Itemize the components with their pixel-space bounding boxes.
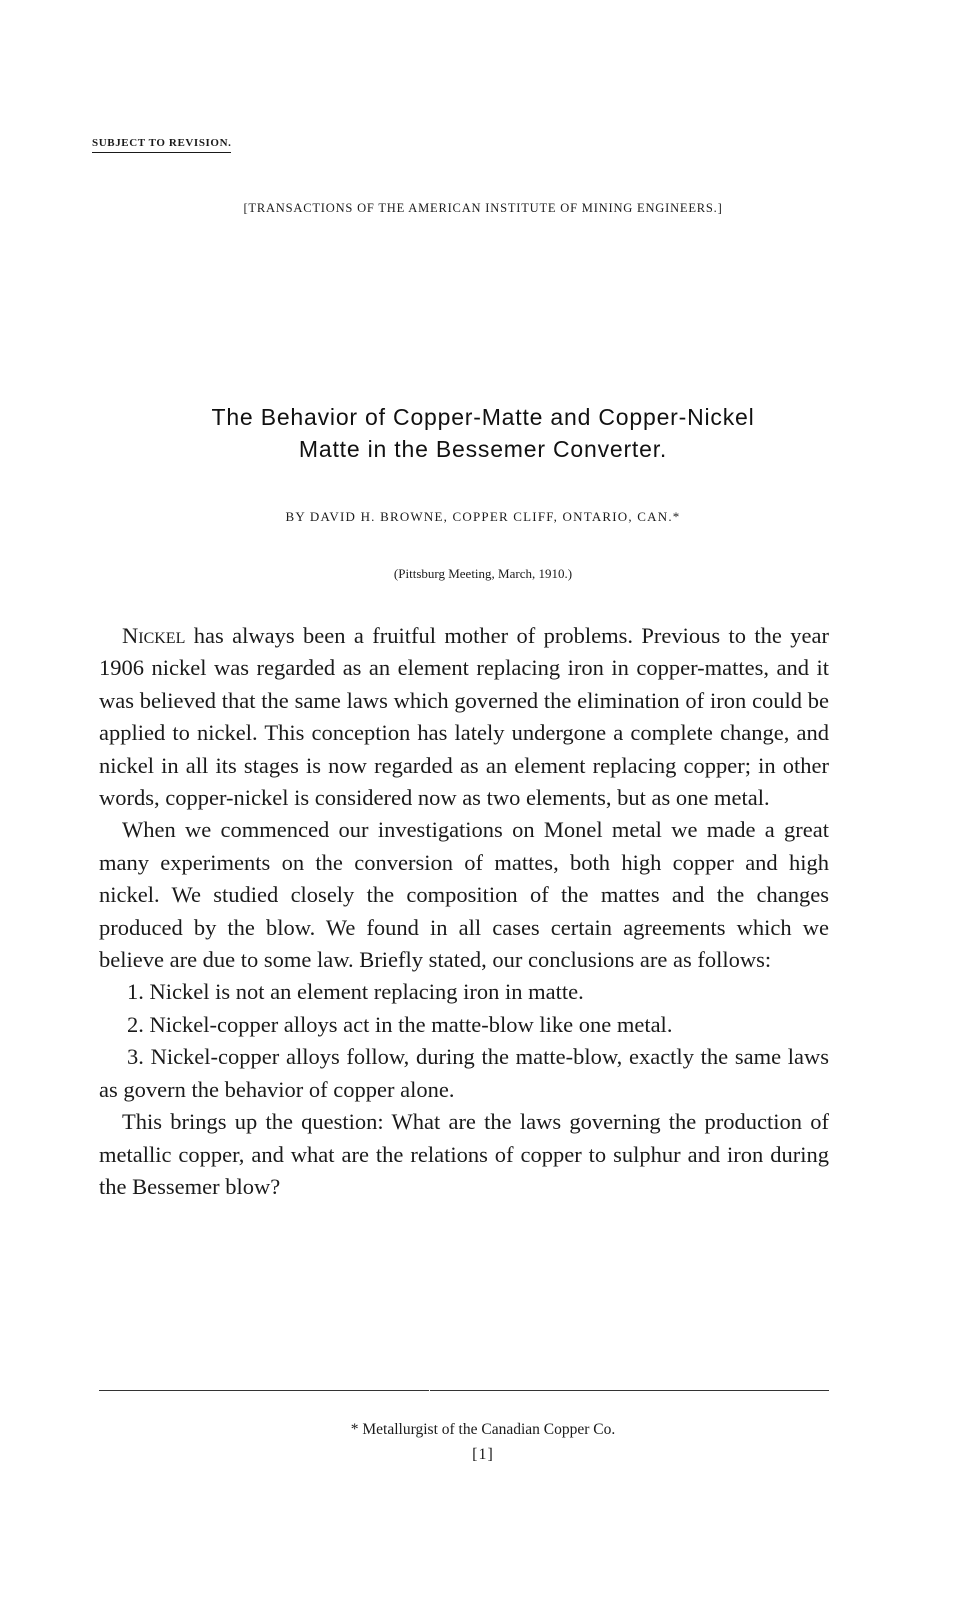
footnote-rule-left — [99, 1390, 429, 1391]
subject-to-revision-notice: SUBJECT TO REVISION. — [92, 137, 231, 153]
paragraph-3: This brings up the question: What are the laws governing the production of metallic copper, and what are the relations of copper to sulphur and iron during the Bessemer blow? — [99, 1109, 829, 1199]
conclusion-item-3: 3. Nickel-copper alloys follow, during the matte-blow, exactly the same laws as govern the behavior of copper alone. — [99, 1044, 829, 1102]
paper-title — [100, 401, 866, 465]
conclusion-item-2: 2. Nickel-copper alloys act in the matte-blow like one metal. — [127, 1011, 673, 1037]
paragraph-2: When we commenced our investigations on Monel metal we made a great many experiments on the conversion of mattes, both high copper and high nickel. We studied closely the composition of the mattes and the changes produced by the blow. We found in all cases certain agreements which we believe are due to some law. Briefly stated, our conclusions are as follows: — [99, 817, 829, 973]
paragraph-1-text: has always been a fruitful mother of problems. Previous to the year 1906 nickel was regarded as an element replacing iron in copper-mattes, and it was believed that the same laws which governed the elimination of iron could be applied to nickel. This conception has lately undergone a complete change, and nickel in all its stages is now regarded as an element replacing copper; in other words, copper-nickel is considered now as two elements, but as one metal. — [99, 623, 829, 811]
paragraph-1 — [99, 620, 829, 814]
footnote: * Metallurgist of the Canadian Copper Co. — [350, 1421, 616, 1438]
title-line-2: Matte in the Bessemer Converter. — [298, 436, 668, 462]
author-byline: BY DAVID H. BROWNE, COPPER CLIFF, ONTARIO, CAN.* — [285, 509, 681, 524]
footnote-rule-right — [430, 1390, 829, 1391]
transactions-header: [TRANSACTIONS OF THE AMERICAN INSTITUTE OF MINING ENGINEERS.] — [243, 201, 723, 215]
meeting-note: (Pittsburg Meeting, March, 1910.) — [393, 566, 573, 581]
paragraph-1-lead: Nickel — [122, 623, 186, 648]
page-number: [1] — [472, 1446, 494, 1463]
conclusion-item-1: 1. Nickel is not an element replacing iron in matte. — [127, 979, 584, 1005]
body-text — [99, 620, 829, 1203]
title-line-1: The Behavior of Copper-Matte and Copper-Nickel — [211, 404, 755, 430]
